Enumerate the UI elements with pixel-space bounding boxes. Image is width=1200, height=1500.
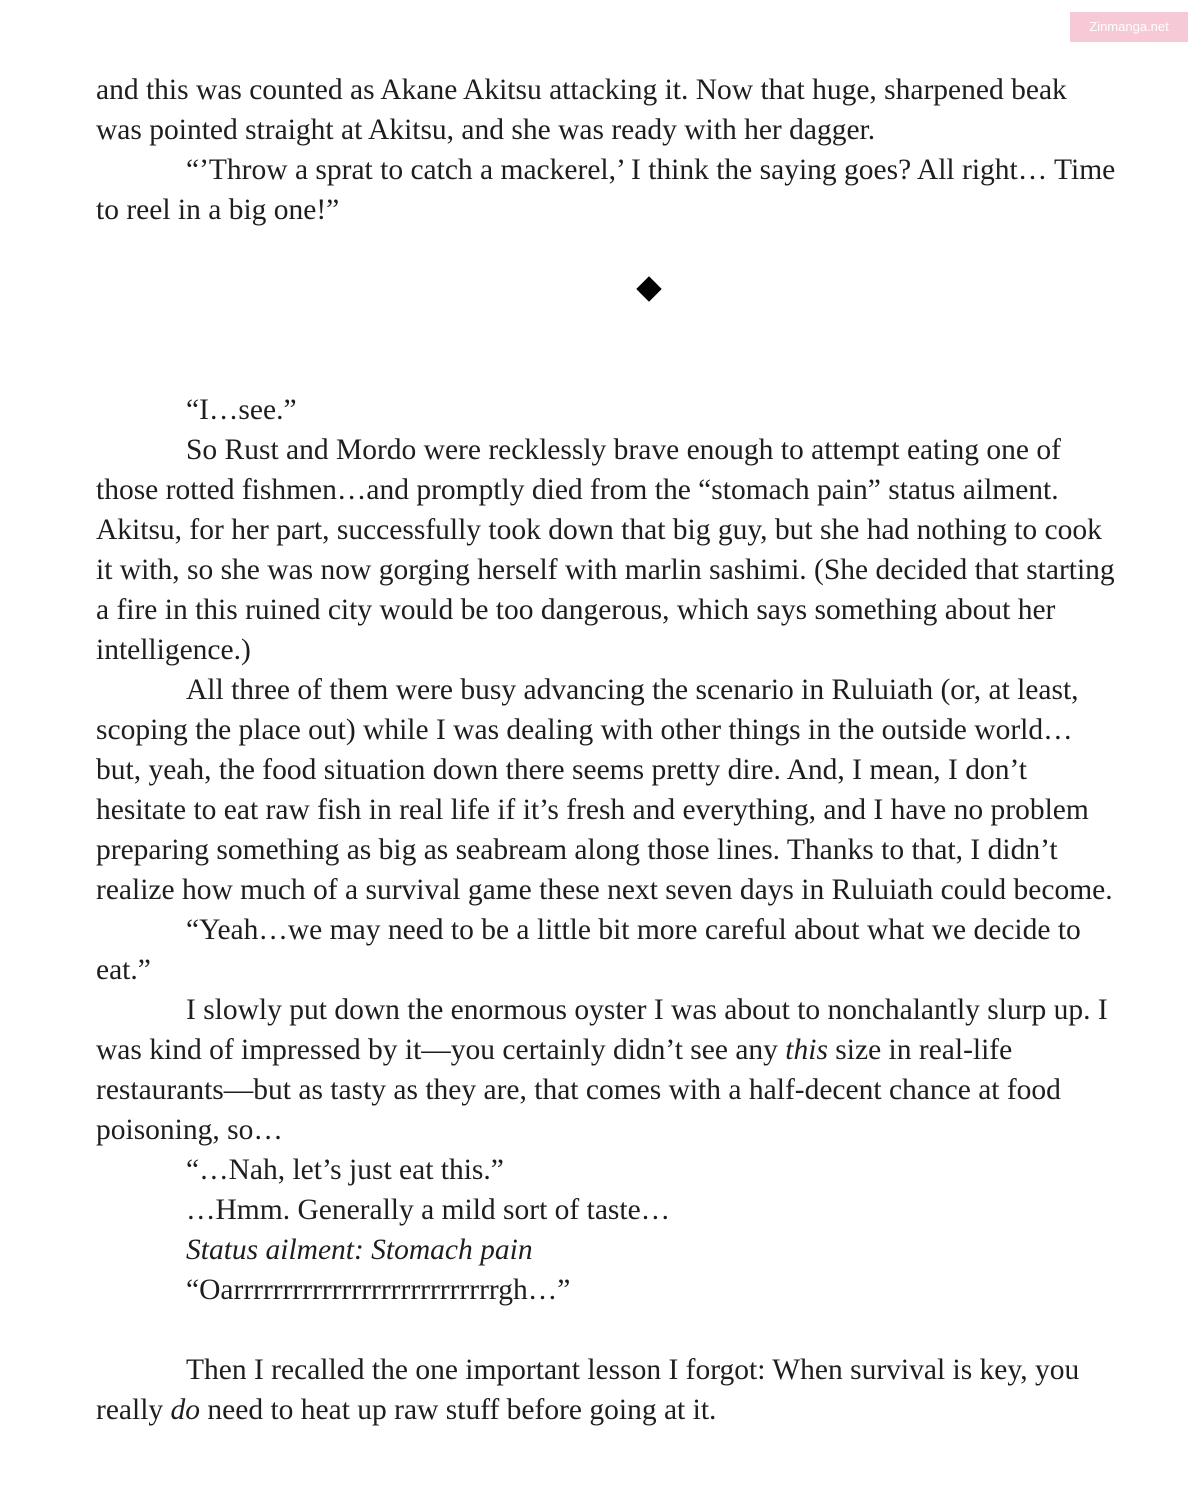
paragraph-dialogue-see: “I…see.” bbox=[186, 394, 297, 426]
paragraph-scream: “Oarrrrrrrrrrrrrrrrrrrrrrrrrrrgh…” bbox=[186, 1274, 571, 1306]
final-text-italic: do bbox=[170, 1394, 201, 1426]
watermark-badge: Zinmanga.net bbox=[1070, 12, 1188, 42]
paragraph-continued: and this was counted as Akane Akitsu attacking it. Now that huge, sharpened beak was pointed straight at Akitsu, and she was ready with her dagger. bbox=[96, 74, 1067, 146]
status-ailment-line bbox=[96, 1230, 1116, 1270]
paragraph-oyster bbox=[96, 990, 1116, 1150]
final-text-after: need to heat up raw stuff before going at it. bbox=[200, 1394, 717, 1426]
final-text-before: Then I recalled the one important lesson I forgot: When survival is key, you really bbox=[96, 1354, 1080, 1426]
paragraph-dialogue-sprat: “’Throw a sprat to catch a mackerel,’ I think the saying goes? All right… Time to reel in a big one!” bbox=[96, 154, 1116, 226]
section-separator bbox=[96, 230, 1116, 390]
paragraph-final bbox=[96, 1350, 1116, 1430]
oyster-text-before: I slowly put down the enormous oyster I was about to nonchalantly slurp up. I was kind of impressed by it—you certainly didn’t see any bbox=[96, 994, 1108, 1066]
oyster-text-after: size in real-life restaurants—but as tasty as they are, that comes with a half-decent chance at food poisoning, so… bbox=[96, 1034, 1061, 1146]
oyster-text-italic: this bbox=[785, 1034, 828, 1066]
paragraph-dialogue-nah: “…Nah, let’s just eat this.” bbox=[186, 1154, 504, 1186]
page-body bbox=[96, 70, 1116, 1430]
diamond-icon bbox=[636, 276, 661, 301]
paragraph-rust-mordo: So Rust and Mordo were recklessly brave enough to attempt eating one of those rotted fishmen…and promptly died from the “stomach pain” status ailment. Akitsu, for her part, successfully took down that big guy, but she had nothing to cook it with, so she was now gorging herself with marlin sashimi. (She decided that starting a fire in this ruined city would be too dangerous, which says something about her intelligence.) bbox=[96, 434, 1115, 666]
paragraph-mild-taste: …Hmm. Generally a mild sort of taste… bbox=[186, 1194, 671, 1226]
paragraph-three-of-them: All three of them were busy advancing the scenario in Ruluiath (or, at least, scoping the place out) while I was dealing with other things in the outside world…but, yeah, the food situation down there seems pretty dire. And, I mean, I don’t hesitate to eat raw fish in real life if it’s fresh and everything, and I have no problem preparing something as big as seabream along those lines. Thanks to that, I didn’t realize how much of a survival game these next seven days in Ruluiath could become. bbox=[96, 674, 1113, 906]
blank-line bbox=[96, 1310, 1116, 1350]
status-ailment-text: Status ailment: Stomach pain bbox=[186, 1234, 533, 1266]
paragraph-dialogue-careful: “Yeah…we may need to be a little bit more careful about what we decide to eat.” bbox=[96, 914, 1081, 986]
